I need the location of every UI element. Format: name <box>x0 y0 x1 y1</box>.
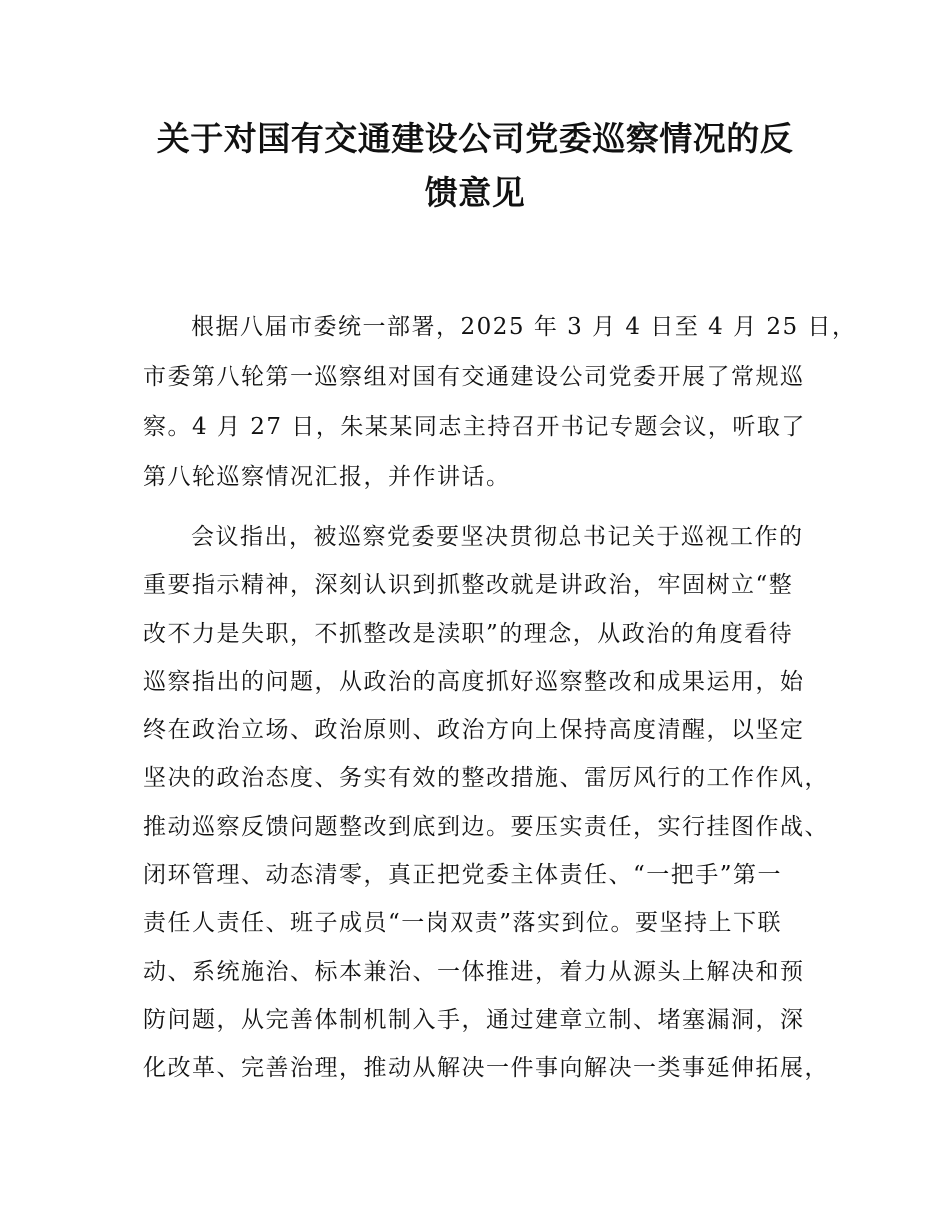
paragraph-line: 闭环管理、动态清零，真正把党委主体责任、“一把手”第一 <box>143 862 783 889</box>
paragraph-line: 会议指出，被巡察党委要坚决贯彻总书记关于巡视工作的 <box>191 524 804 550</box>
paragraph-line: 化改革、完善治理，推动从解决一件事向解决一类事延伸拓展， <box>143 1055 829 1082</box>
document-title <box>120 112 830 220</box>
paragraph-intro <box>143 302 857 502</box>
paragraph-line: 第八轮巡察情况汇报，并作讲话。 <box>143 464 511 490</box>
paragraph-line: 动、系统施治、标本兼治、一体推进，着力从源头上解决和预 <box>143 958 805 985</box>
paragraph-line: 终在政治立场、政治原则、政治方向上保持高度清醒，以坚定 <box>143 717 805 744</box>
paragraph-line: 责任人责任、班子成员“一岗双责”落实到位。要坚持上下联 <box>143 910 783 937</box>
paragraph-line: 改不力是失职，不抓整改是渎职”的理念，从政治的角度看待 <box>143 620 794 647</box>
paragraph-line: 根据八届市委统一部署，2025 年 3 月 4 日至 4 月 25 日， <box>191 314 857 340</box>
paragraph-meeting <box>143 513 833 1093</box>
paragraph-line: 巡察指出的问题，从政治的高度抓好巡察整改和成果运用，始 <box>143 668 805 695</box>
paragraph-line: 防问题，从完善体制机制入手，通过建章立制、堵塞漏洞，深 <box>143 1006 805 1033</box>
paragraph-line: 重要指示精神，深刻认识到抓整改就是讲政治，牢固树立“整 <box>143 572 794 599</box>
paragraph-line: 坚决的政治态度、务实有效的整改措施、雷厉风行的工作作风， <box>143 765 829 792</box>
title-line: 关于对国有交通建设公司党委巡察情况的反 <box>156 119 794 158</box>
title-line: 馈意见 <box>424 173 526 212</box>
paragraph-line: 察。4 月 27 日，朱某某同志主持召开书记专题会议，听取了 <box>143 414 806 440</box>
paragraph-line: 市委第八轮第一巡察组对国有交通建设公司党委开展了常规巡 <box>143 364 805 390</box>
paragraph-line: 推动巡察反馈问题整改到底到边。要压实责任，实行挂图作战、 <box>143 813 829 840</box>
